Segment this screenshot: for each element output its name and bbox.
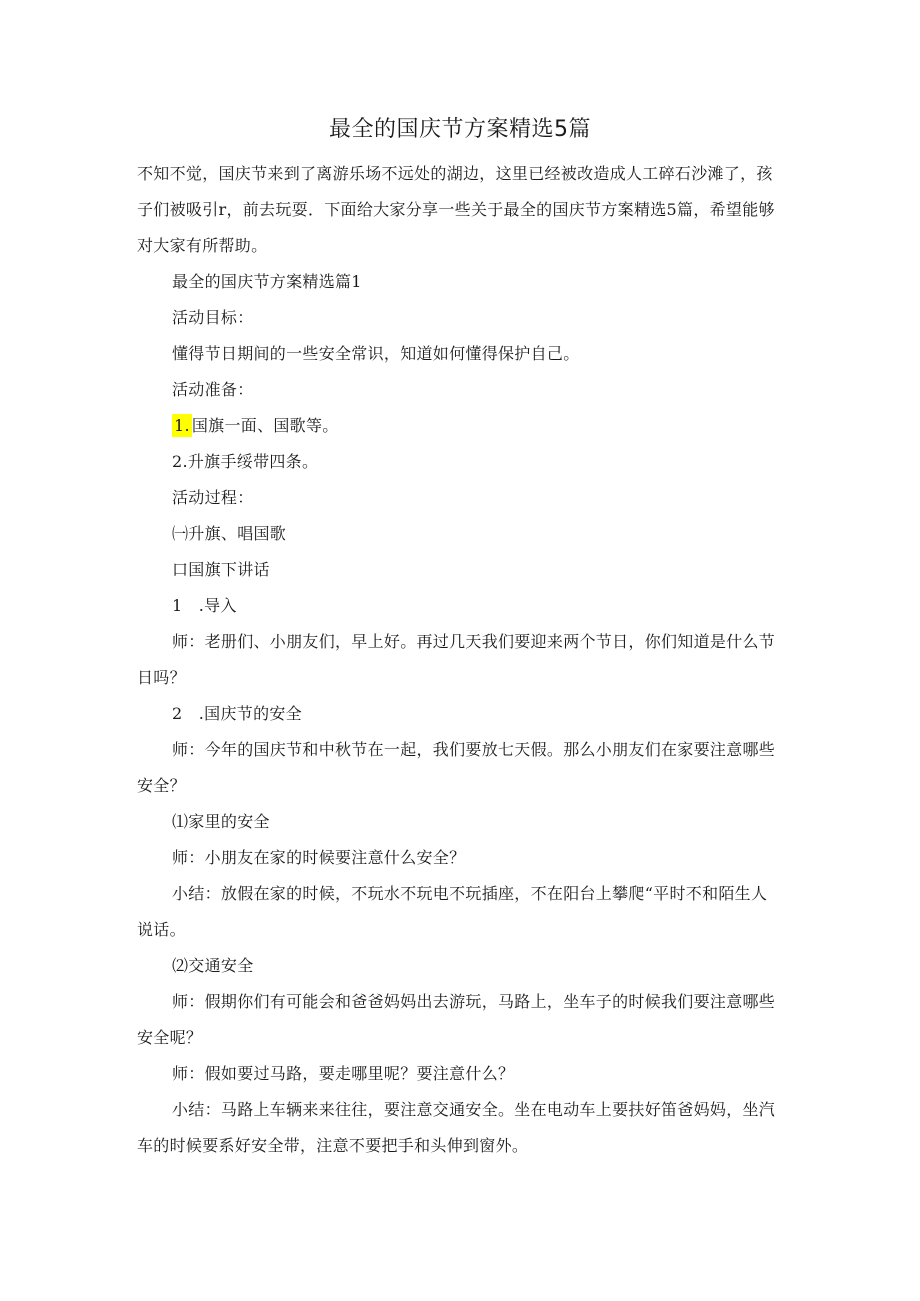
prep-item-1-text: 国旗一面、国歌等。 [191, 416, 339, 435]
intro-paragraph: 不知不觉，国庆节来到了离游乐场不远处的湖边，这里已经被改造成人工碎石沙滩了，孩子们被吸引r，前去玩耍．下面给大家分享一些关于最全的国庆节方案精选5篇，希望能够对大家有所帮助。 [137, 164, 775, 255]
teacher-line-1: 师：老册们、小朋友们，早上好。再过几天我们要迎来两个节日，你们知道是什么节日吗？ [137, 632, 776, 687]
summary-2: 小结：马路上车辆来来往往，要注意交通安全。坐在电动车上要扶好笛爸妈妈，坐汽车的时候要系好安全带，注意不要把手和头伸到窗外。 [137, 1100, 776, 1155]
teacher-line-3: 师：小朋友在家的时候要注意什么安全？ [172, 848, 466, 867]
section-heading: 最全的国庆节方案精选篇1 [172, 272, 362, 291]
process-label: 活动过程： [172, 488, 254, 507]
goal-label: 活动目标： [172, 308, 254, 327]
prep-item-1 [172, 408, 783, 444]
teacher-line-4: 师：假期你们有可能会和爸爸妈妈出去游玩，马路上，坐车子的时候我们要注意哪些安全呢？ [137, 992, 776, 1047]
prep-item-2: 2.升旗手绥带四条。 [172, 452, 319, 471]
document-title: 最全的国庆节方案精选5篇 [329, 117, 591, 142]
home-safety-heading: ⑴家里的安全 [172, 812, 270, 831]
sub-heading-2: 2 .国庆节的安全 [172, 704, 302, 723]
teacher-line-2: 师：今年的国庆节和中秋节在一起，我们要放七天假。那么小朋友们在家要注意哪些安全？ [137, 740, 776, 795]
teacher-line-5: 师：假如要过马路，要走哪里呢？要注意什么？ [172, 1064, 515, 1083]
step-2: 口国旗下讲话 [172, 560, 270, 579]
summary-1: 小结：放假在家的时候，不玩水不玩电不玩插座，不在阳台上攀爬“平时不和陌生人说话。 [137, 884, 768, 939]
highlighted-number: 1. [174, 416, 190, 435]
goal-text: 懂得节日期间的一些安全常识，知道如何懂得保护自己。 [172, 344, 580, 363]
traffic-safety-heading: ⑵交通安全 [172, 956, 254, 975]
step-1: ㈠升旗、唱国歌 [172, 524, 287, 543]
prep-label: 活动准备： [172, 380, 254, 399]
sub-heading-1: 1 .导入 [172, 596, 237, 615]
